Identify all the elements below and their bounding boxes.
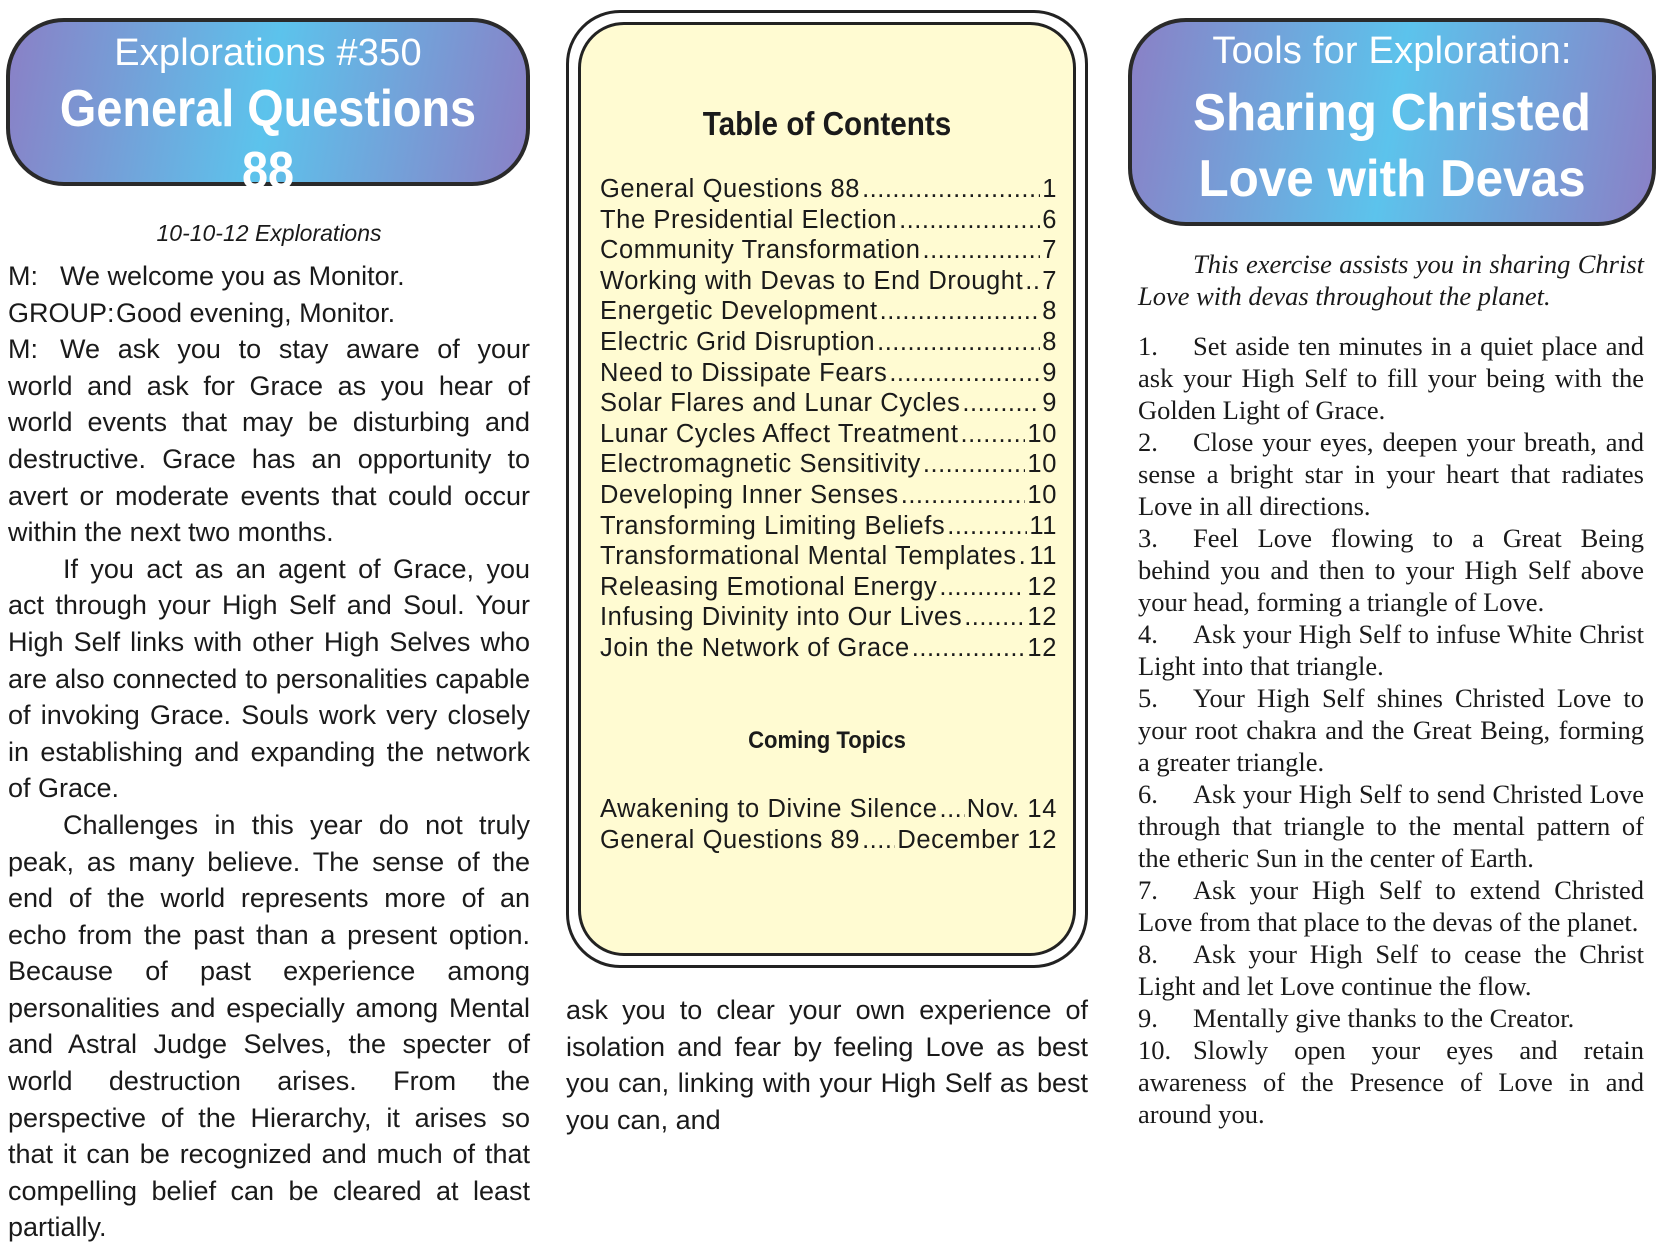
exercise-step: [1138, 778, 1644, 874]
dialogue-text: We ask you to stay aware of your world and ask for Grace as you hear of world events that may be disturbing and destructive. Grace has an opportunity to avert or moderate events that could occur within the next two months.: [8, 334, 530, 548]
dialogue-line: [8, 331, 530, 551]
exercise-step: [1138, 618, 1644, 682]
table-of-contents-box: [566, 10, 1088, 968]
toc-entry: [600, 267, 1057, 298]
toc-entry: [600, 328, 1057, 359]
toc-entry-page: 11: [1029, 542, 1057, 571]
toc-entry: [600, 359, 1057, 390]
headline-line: Sharing Christed: [1192, 84, 1591, 142]
step-number: 2.: [1138, 427, 1158, 457]
step-number: 6.: [1138, 779, 1158, 809]
toc-entry-label: Infusing Divinity into Our Lives: [600, 603, 963, 632]
paragraph: If you act as an agent of Grace, you act through your High Self and Soul. Your High Self links with other High Selves who are also connected to personalities capable of invoking Grace. Souls work very closely in establishing and expanding the network of Grace.: [8, 553, 530, 804]
step-text: Feel Love flowing to a Great Being behind you and then to your High Self above your head, forming a triangle of Love.: [1138, 523, 1644, 617]
toc-entry-label: Join the Network of Grace: [600, 633, 910, 662]
toc-leader-dots: [877, 328, 1040, 357]
paragraph: ask you to clear your own experience of isolation and fear by feeling Love as best you can, linking with your High Self as best you can, and: [566, 995, 1088, 1135]
left-article-column: [8, 218, 530, 1246]
exercise-step: [1138, 426, 1644, 522]
toc-entry-page: 11: [1029, 511, 1057, 540]
toc-entry-page: 10: [1027, 450, 1057, 479]
exercise-steps: [1138, 330, 1644, 1130]
paragraph: Challenges in this year do not truly peak, as many believe. The sense of the end of the world represents more of an echo from the past than a present option. Because of past experience among personalities and especially among Mental and Astral Judge Selves, the specter of world destruction arises. From the perspective of the Hierarchy, it arises so that it can be recognized and much of that compelling belief can be cleared at least partially.: [8, 809, 530, 1243]
dateline: 10-10-12 Explorations: [156, 220, 382, 246]
exercise-step: [1138, 938, 1644, 1002]
banner-headline: General Questions 88: [59, 80, 477, 200]
toc-entry-label: Working with Devas to End Drought: [600, 266, 1024, 295]
step-number: 4.: [1138, 619, 1158, 649]
toc-leader-dots: [880, 297, 1041, 326]
speaker-label: M:: [8, 334, 38, 365]
toc-entry: [600, 603, 1057, 634]
exercise-step: [1138, 330, 1644, 426]
toc-entry: [600, 512, 1057, 543]
toc-leader-dots: [923, 236, 1041, 265]
center-continuation-text: [566, 992, 1088, 1138]
toc-leader-dots: [899, 206, 1040, 235]
step-number: 7.: [1138, 875, 1158, 905]
toc-entry: [600, 634, 1057, 665]
toc-entry-label: Releasing Emotional Energy: [600, 572, 938, 601]
banner-headline: [1145, 80, 1639, 212]
toc-entry: [600, 297, 1057, 328]
toc-leader-dots: [862, 175, 1040, 204]
toc-leader-dots: [964, 603, 1025, 632]
dialogue-text: Good evening, Monitor.: [116, 297, 396, 328]
step-text: Ask your High Self to send Christed Love through that triangle to the mental pattern of the etheric Sun in the center of Earth.: [1138, 779, 1644, 873]
toc-entry-page: 10: [1027, 480, 1057, 509]
step-number: 3.: [1138, 523, 1158, 553]
coming-topics-list: [600, 795, 1057, 856]
toc-leader-dots: [901, 481, 1026, 510]
toc-list: [600, 175, 1057, 665]
toc-entry-page: 8: [1042, 297, 1057, 326]
step-number: 8.: [1138, 939, 1158, 969]
step-text: Ask your High Self to infuse White Christ Light into that triangle.: [1138, 619, 1644, 681]
toc-entry: [600, 206, 1057, 237]
toc-leader-dots: [912, 634, 1026, 663]
toc-entry-label: General Questions 89: [600, 825, 861, 854]
exercise-step: [1138, 682, 1644, 778]
toc-entry-label: Need to Dissipate Fears: [600, 358, 888, 387]
step-text: Close your eyes, deepen your breath, and sense a bright star in your heart that radiates Love in all directions.: [1138, 427, 1644, 521]
step-number: 5.: [1138, 683, 1158, 713]
toc-leader-dots: [940, 795, 965, 824]
toc-entry-label: Awakening to Divine Silence: [600, 795, 938, 823]
toc-entry-page: 7: [1042, 236, 1057, 265]
toc-entry-page: 8: [1042, 327, 1057, 356]
step-number: 1.: [1138, 331, 1158, 361]
step-text: Your High Self shines Christed Love to your root chakra and the Great Being, forming a greater triangle.: [1138, 683, 1644, 777]
toc-entry-label: Energetic Development: [600, 297, 878, 326]
toc-title: Table of Contents: [702, 105, 952, 142]
dialogue-line: [8, 258, 530, 295]
toc-leader-dots: [923, 450, 1026, 479]
toc-leader-dots: [961, 420, 1026, 449]
step-number: 10.: [1138, 1035, 1172, 1065]
exercise-intro: This exercise assists you in sharing Christ Love with devas throughout the planet.: [1138, 249, 1644, 311]
toc-leader-dots: [939, 573, 1025, 602]
toc-entry-label: Transforming Limiting Beliefs: [600, 511, 946, 540]
toc-entry: [600, 450, 1057, 481]
toc-leader-dots: [1019, 542, 1028, 571]
exercise-step: [1138, 522, 1644, 618]
speaker-label: GROUP:: [8, 297, 115, 328]
toc-entry: [600, 826, 1057, 857]
toc-entry-label: Solar Flares and Lunar Cycles: [600, 389, 961, 418]
toc-entry-page: 12: [1027, 633, 1057, 662]
banner-kicker: Tools for Exploration:: [1212, 30, 1572, 72]
toc-leader-dots: [1025, 267, 1040, 296]
step-text: Ask your High Self to cease the Christ Light and let Love continue the flow.: [1138, 939, 1644, 1001]
toc-entry: [600, 389, 1057, 420]
toc-entry-label: General Questions 88: [600, 175, 861, 203]
exercise-step: [1138, 874, 1644, 938]
toc-inner-panel: [578, 22, 1076, 956]
toc-entry-label: The Presidential Election: [600, 205, 898, 234]
toc-entry-page: Nov. 14: [966, 795, 1057, 823]
toc-leader-dots: [962, 389, 1040, 418]
article-body: [8, 258, 530, 1246]
exercise-step: [1138, 1002, 1644, 1034]
step-number: 9.: [1138, 1003, 1158, 1033]
toc-entry-label: Transformational Mental Templates: [600, 542, 1017, 571]
toc-entry-label: Electric Grid Disruption: [600, 327, 876, 356]
toc-entry: [600, 420, 1057, 451]
toc-entry: [600, 481, 1057, 512]
explorations-banner: [6, 18, 530, 200]
step-text: Mentally give thanks to the Creator.: [1193, 1003, 1575, 1033]
toc-entry-page: 12: [1027, 603, 1057, 632]
speaker-label: M:: [8, 261, 38, 291]
toc-entry: [600, 236, 1057, 267]
tools-banner: [1128, 18, 1656, 226]
step-text: Set aside ten minutes in a quiet place and ask your High Self to fill your being with the Golden Light of Grace.: [1138, 331, 1644, 425]
toc-entry: [600, 175, 1057, 206]
toc-entry-page: 7: [1042, 266, 1057, 295]
step-text: Slowly open your eyes and retain awareness of the Presence of Love in and around you.: [1138, 1035, 1644, 1129]
dialogue-line: [8, 295, 530, 332]
toc-entry-page: 1: [1042, 175, 1057, 203]
toc-entry-page: 9: [1042, 389, 1057, 418]
exercise-step: [1138, 1034, 1644, 1130]
toc-leader-dots: [862, 826, 895, 855]
exercise-column: [1138, 248, 1644, 1130]
toc-entry-page: 10: [1027, 419, 1057, 448]
toc-entry-label: Lunar Cycles Affect Treatment: [600, 419, 959, 448]
step-text: Ask your High Self to extend Christed Love from that place to the devas of the planet.: [1138, 875, 1644, 937]
toc-entry-label: Electromagnetic Sensitivity: [600, 450, 921, 479]
coming-topics-title: Coming Topics: [748, 727, 906, 754]
toc-entry-page: December 12: [897, 825, 1057, 854]
toc-entry-label: Community Transformation: [600, 236, 921, 265]
dialogue-text: We welcome you as Monitor.: [60, 261, 405, 291]
toc-entry: [600, 542, 1057, 573]
toc-entry-page: 6: [1042, 205, 1057, 234]
toc-entry-page: 9: [1042, 358, 1057, 387]
toc-entry: [600, 795, 1057, 826]
headline-line: Love with Devas: [1198, 150, 1586, 208]
banner-kicker: Explorations #350: [114, 32, 422, 74]
toc-leader-dots: [889, 359, 1040, 388]
toc-entry-label: Developing Inner Senses: [600, 480, 899, 509]
toc-entry: [600, 573, 1057, 604]
toc-leader-dots: [947, 512, 1027, 541]
toc-entry-page: 12: [1027, 572, 1057, 601]
